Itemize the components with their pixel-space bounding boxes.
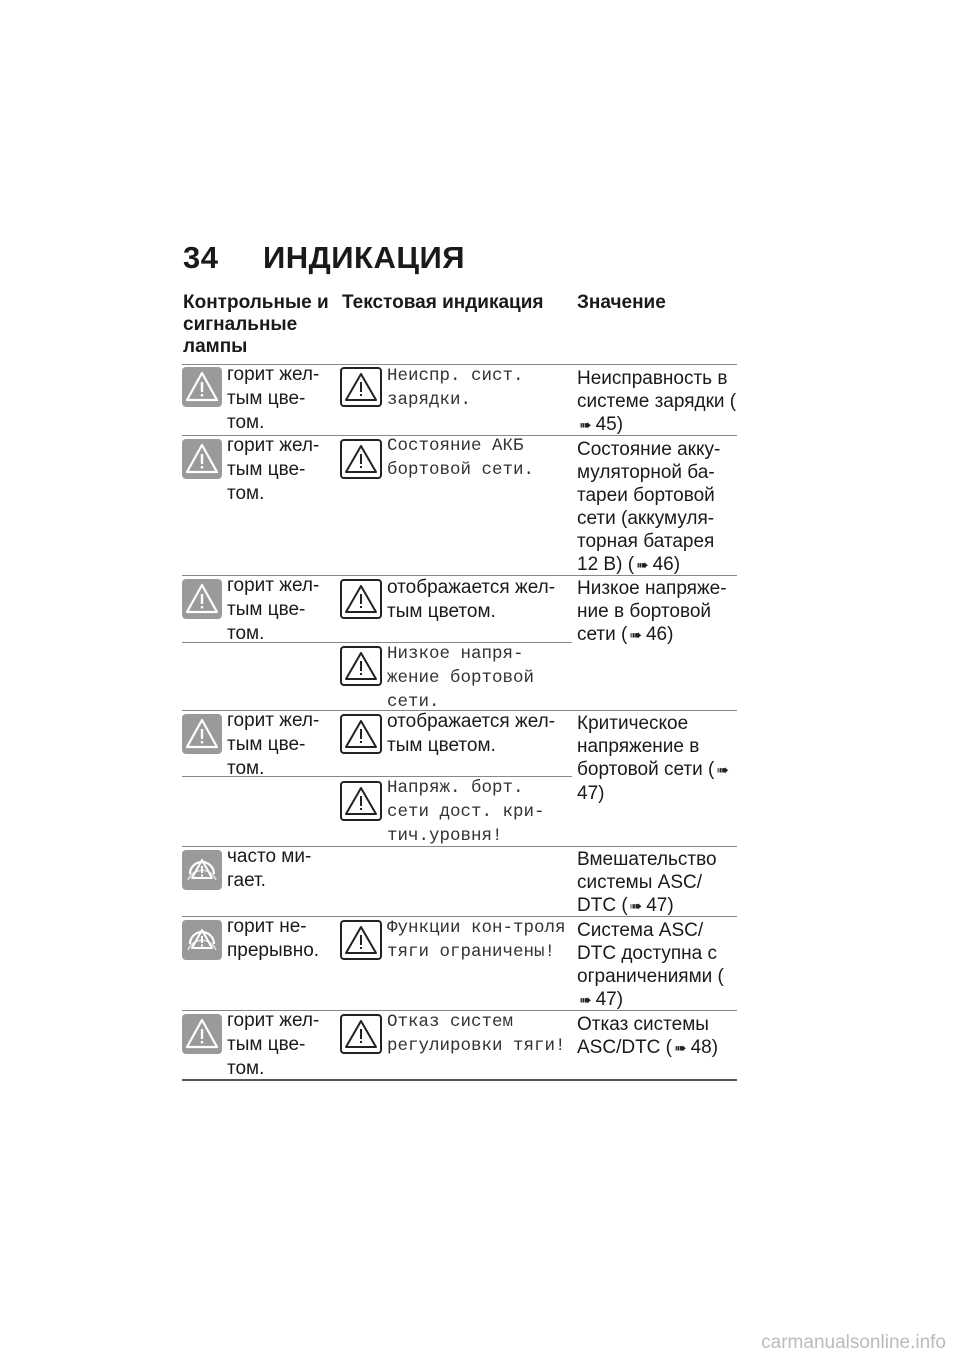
meaning-text: Вмешательство системы ASC/ DTC ( ➠ 47): [577, 849, 717, 916]
warning-triangle-icon: [340, 714, 382, 754]
page-ref[interactable]: 48): [690, 1037, 719, 1058]
warning-triangle-icon: [340, 646, 382, 686]
page-ref[interactable]: 46): [652, 554, 681, 575]
watermark: carmanualsonline.info: [761, 1332, 946, 1353]
page-ref-arrow-icon: ➠: [579, 992, 592, 1009]
meaning-text: Состояние акку-муляторной ба-тареи бортовой сети (аккумуля-торная батарея 12 В) ( ➠ 46): [577, 439, 721, 575]
text-indication: Состояние АКБ бортовой сети.: [387, 436, 535, 480]
meaning-text: Неисправность в системе зарядки (➠ 45): [577, 368, 737, 435]
warning-lamp-icon: [182, 1014, 222, 1054]
lamp-description: горит не-прерывно.: [227, 916, 320, 961]
text-indication: Низкое напря-жение бортовой сети.: [387, 644, 535, 712]
meaning-text: Критическое напряжение в бортовой сети ( ➠47): [577, 713, 729, 804]
warning-triangle-icon: [340, 579, 382, 619]
page-ref-arrow-icon: ➠: [716, 762, 729, 779]
page-heading: [183, 240, 465, 276]
warning-lamp-icon: [182, 579, 222, 619]
stability-control-lamp-icon: [182, 850, 222, 890]
warning-triangle-icon: [340, 1014, 382, 1054]
lamp-description: горит жел-тым цве-том.: [227, 575, 320, 644]
page-ref-arrow-icon: ➠: [629, 627, 642, 644]
lamp-description: горит жел-тым цве-том.: [227, 435, 320, 504]
page-ref-arrow-icon: ➠: [674, 1040, 687, 1057]
meaning-text: Отказ системы ASC/DTC ( ➠ 48): [577, 1014, 719, 1058]
warning-triangle-icon: [340, 439, 382, 479]
meaning-text: Система ASC/ DTC доступна с ограничениями (➠ 47): [577, 920, 724, 1010]
lamp-description: горит жел-тым цве-том.: [227, 1010, 320, 1079]
page-ref[interactable]: 47): [577, 783, 605, 804]
warning-triangle-icon: [340, 781, 382, 821]
text-indication: Неиспр. сист. зарядки.: [387, 366, 524, 410]
column-header-lamps: Контрольные и сигнальные лампы: [183, 292, 329, 357]
text-indication: отображается жел-тым цветом.: [387, 711, 556, 756]
page-ref[interactable]: 47): [595, 989, 624, 1010]
lamp-description: горит жел-тым цве-том.: [227, 364, 320, 433]
warning-lamp-icon: [182, 439, 222, 479]
stability-control-lamp-icon: [182, 920, 222, 960]
page-number: 34: [183, 240, 219, 275]
page-ref-arrow-icon: ➠: [636, 557, 649, 574]
text-indication: Напряж. борт. сети дост. кри-тич.уровня!: [387, 778, 545, 846]
warning-lamp-icon: [182, 714, 222, 754]
meaning-text: Низкое напряже-ние в бортовой сети ( ➠ 46): [577, 578, 727, 645]
page-ref[interactable]: 45): [595, 414, 624, 435]
page-ref[interactable]: 46): [645, 624, 674, 645]
page-ref-arrow-icon: ➠: [629, 898, 643, 915]
column-header-meaning: Значение: [577, 292, 666, 313]
text-indication: Отказ систем регулировки тяги!: [387, 1012, 566, 1056]
page-title: ИНДИКАЦИЯ: [263, 240, 466, 275]
column-header-text: Текстовая индикация: [342, 292, 544, 313]
page-ref[interactable]: 47): [646, 895, 674, 916]
warning-triangle-icon: [340, 920, 382, 960]
page-ref-arrow-icon: ➠: [579, 417, 592, 434]
text-indication: отображается жел-тым цветом.: [387, 577, 556, 622]
warning-lamp-icon: [182, 367, 222, 407]
lamp-description: горит жел-тым цве-том.: [227, 710, 320, 779]
lamp-description: часто ми-гает.: [227, 846, 312, 891]
warning-triangle-icon: [340, 367, 382, 407]
text-indication: Функции кон-троля тяги ограничены!: [387, 918, 566, 962]
